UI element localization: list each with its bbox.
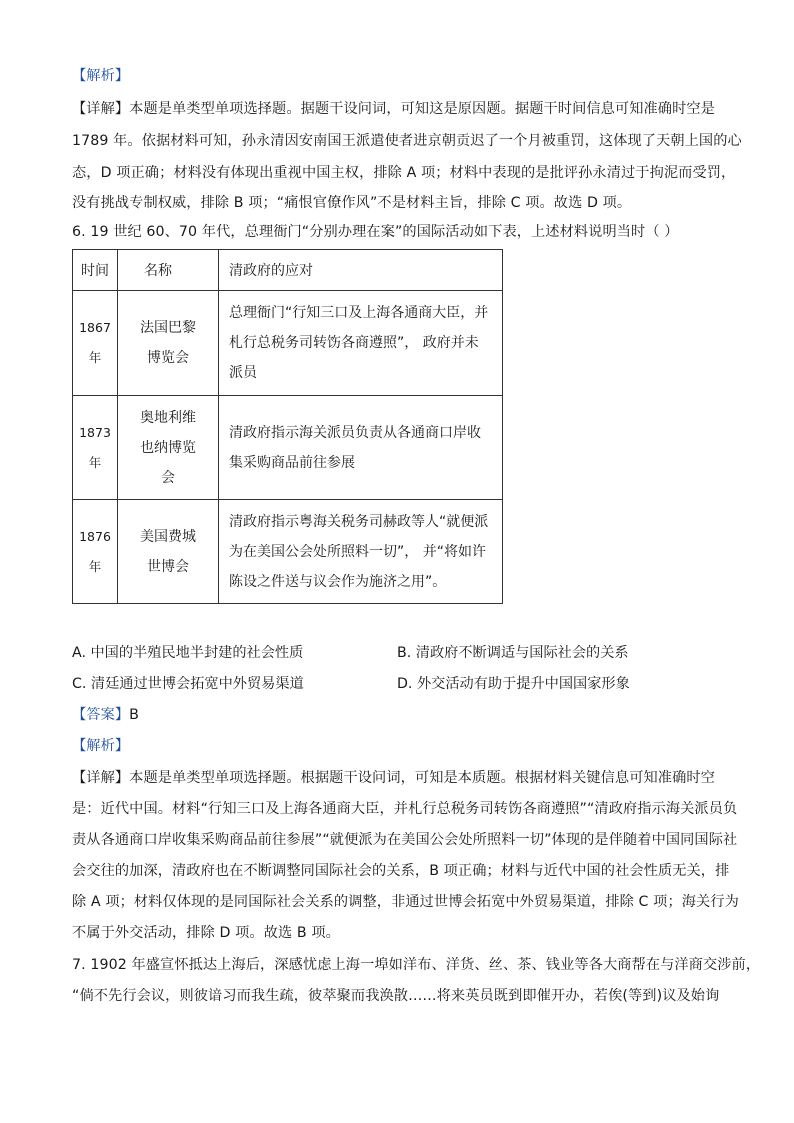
header-name: 名称 [118,250,219,291]
analysis-label-2: 【解析】 [72,738,130,754]
row-name: 美国费城 世博会 [118,500,219,604]
row-name: 法国巴黎 博览会 [118,291,219,396]
answer-line [72,705,722,725]
row-response: 清政府指示粤海关税务司赫政等人“就便派 为在美国公会处所照料一切”， 并“将如许 陈设之件送与议会作为施济之用”。 [219,500,503,604]
table-row [73,396,503,500]
expo-table [72,249,503,604]
answer-label: 【答案】 [72,707,130,723]
row-response: 总理衙门“行知三口及上海各通商大臣，并 札行总税务司转饬各商遵照”， 政府并未 派员 [219,291,503,396]
table-row [73,500,503,604]
detail-line: 【详解】本题是单类型单项选择题。根据题干设问词，可知是本质题。根据材料关键信息可知准确时空 [72,770,715,786]
header-time: 时间 [73,250,118,291]
question-7-line: 7. 1902 年盛宣怀抵达上海后，深感忧虑上海一埠如洋布、洋货、丝、茶、钱业等各大商帮在与洋商交涉前， [72,957,761,973]
detail-line: 1789 年。依据材料可知，孙永清因安南国王派遣使者进京朝贡迟了一个月被重罚，这体现了天朝上国的心 [72,133,742,149]
detail-line: 没有挑战专制权威，排除 B 项；“痛恨官僚作风”不是材料主旨，排除 C 项。故选 D 项。 [72,195,632,211]
analysis-label-1: 【解析】 [72,68,130,84]
row-year: 1873 年 [73,396,118,500]
detail-line: 态，D 项正确；材料没有体现出重视中国主权，排除 A 项；材料中表现的是批评孙永清过于拘泥而受罚， [72,165,736,181]
row-year: 1867 年 [73,291,118,396]
detail-line: 是：近代中国。材料“行知三口及上海各通商大臣，并札行总税务司转饬各商遵照”“清政府指示海关派员负 [72,801,738,817]
row-name: 奥地利维 也纳博览 会 [118,396,219,500]
detail-line: 会交往的加深，清政府也在不断调整同国际社会的关系，B 项正确；材料与近代中国的社会性质无关，排 [72,863,730,879]
detail-line: 【详解】本题是单类型单项选择题。据题干设问词，可知这是原因题。据题干时间信息可知准确时空是 [72,101,715,117]
option-d: D. 外交活动有助于提升中国国家形象 [397,676,630,692]
question-6-stem: 6. 19 世纪 60、70 年代，总理衙门“分别办理在案”的国际活动如下表，上述材料说明当时（ ） [72,224,679,240]
detail-line: 责从各通商口岸收集采购商品前往参展”“就便派为在美国公会处所照料一切”体现的是伴随着中国同国际社 [72,832,738,848]
answer-value: B [129,707,139,723]
row-response: 清政府指示海关派员负责从各通商口岸收 集采购商品前往参展 [219,396,503,500]
question-7-line: “倘不先行会议，则彼谙习而我生疏，彼萃聚而我涣散……将来英员既到即催开办，若俟(等到)议及始询 [72,988,720,1004]
header-response: 清政府的应对 [219,250,503,291]
detail-line: 不属于外交活动，排除 D 项。故选 B 项。 [72,925,340,941]
table-row [73,291,503,396]
option-a: A. 中国的半殖民地半封建的社会性质 [72,645,304,661]
option-c: C. 清廷通过世博会拓宽中外贸易渠道 [72,676,304,692]
row-year: 1876 年 [73,500,118,604]
table-header-row [73,250,503,291]
option-b: B. 清政府不断调适与国际社会的关系 [397,645,629,661]
detail-line: 除 A 项；材料仅体现的是同国际社会关系的调整，非通过世博会拓宽中外贸易渠道，排除 C 项；海关行为 [72,894,739,910]
